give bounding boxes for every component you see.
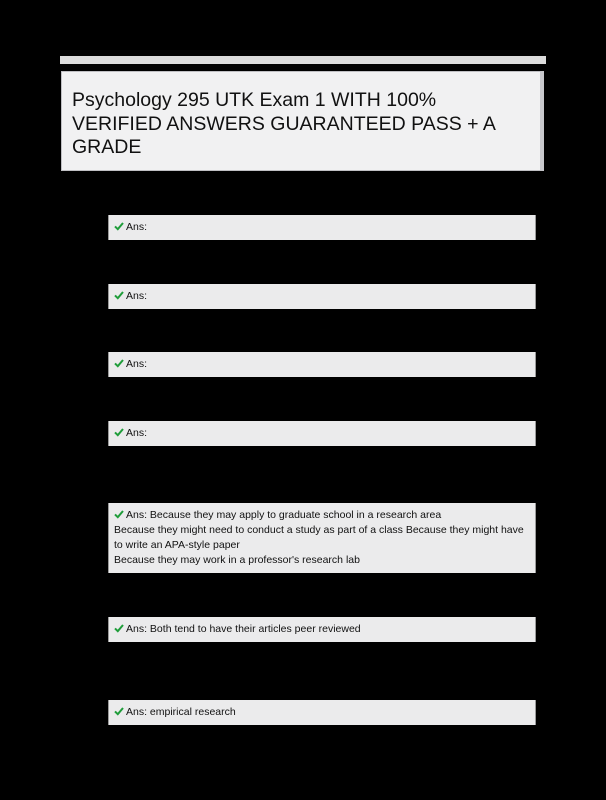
answer-text: Ans:: [126, 221, 148, 233]
answer-text: Ans:: [126, 358, 148, 370]
checkmark-icon: [114, 290, 124, 300]
answer-line: [114, 426, 529, 441]
answer-text: Ans: Both tend to have their articles peer reviewed: [126, 623, 361, 635]
answer-box-6: [108, 617, 536, 642]
document-title: Psychology 295 UTK Exam 1 WITH 100% VERIFIED ANSWERS GUARANTEED PASS + A GRADE: [72, 89, 495, 158]
top-divider: [60, 56, 546, 64]
answer-line: [114, 508, 529, 523]
checkmark-icon: [114, 509, 124, 519]
answer-box-3: [108, 352, 536, 377]
answer-text: Ans:: [126, 290, 148, 302]
answer-line: [114, 289, 529, 304]
answer-text: Ans:: [126, 427, 148, 439]
checkmark-icon: [114, 623, 124, 633]
answer-line: [114, 220, 529, 235]
answer-line: Because they might need to conduct a study as part of a class Because they might have to write an APA-style paper: [114, 524, 524, 551]
checkmark-icon: [114, 358, 124, 368]
checkmark-icon: [114, 427, 124, 437]
checkmark-icon: [114, 221, 124, 231]
answer-text: Ans: Because they may apply to graduate school in a research area: [126, 509, 442, 521]
title-box: [61, 71, 544, 171]
answer-box-4: [108, 421, 536, 446]
answer-line: Because they may work in a professor's research lab: [114, 554, 360, 566]
answer-box-5: [108, 503, 536, 573]
answer-box-2: [108, 284, 536, 309]
answer-line: [114, 705, 529, 720]
answer-line: [114, 357, 529, 372]
answer-text: Ans: empirical research: [126, 706, 236, 718]
answer-box-1: [108, 215, 536, 240]
checkmark-icon: [114, 706, 124, 716]
answer-box-7: [108, 700, 536, 725]
answer-line: [114, 622, 529, 637]
